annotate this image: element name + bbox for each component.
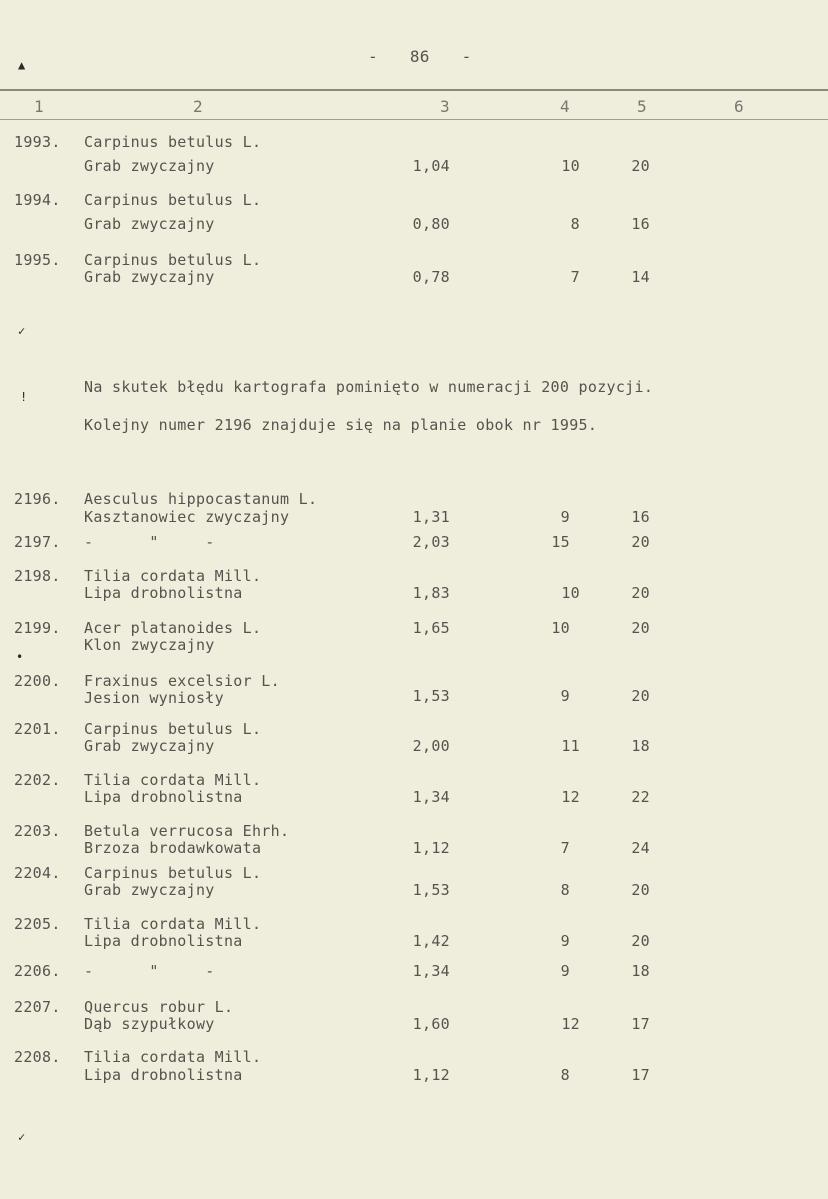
species-polish: Lipa drobnolistna: [84, 584, 243, 602]
stray-mark: ▲: [18, 58, 26, 72]
cell-col3: 1,31: [412, 508, 450, 526]
page-number: - 86 -: [368, 47, 472, 66]
row-number: 2203.: [14, 822, 61, 840]
species-polish: Jesion wyniosły: [84, 689, 224, 707]
species-latin: Quercus robur L.: [84, 998, 234, 1016]
cell-col4: 15: [551, 533, 570, 551]
cell-col3: 1,53: [412, 687, 450, 705]
species-latin: Tilia cordata Mill.: [84, 567, 262, 585]
cell-col5: 16: [631, 215, 650, 233]
cell-col3: 1,34: [412, 788, 450, 806]
cell-col4: 10: [551, 619, 570, 637]
row-number: 2199.: [14, 619, 61, 637]
cell-col3: 1,12: [412, 839, 450, 857]
cell-col3: 1,04: [412, 157, 450, 175]
species-polish: Grab zwyczajny: [84, 881, 215, 899]
cell-col5: 20: [631, 932, 650, 950]
cell-col5: 24: [631, 839, 650, 857]
header-rule-top: [0, 89, 828, 91]
species-latin: Tilia cordata Mill.: [84, 915, 262, 933]
column-header-3: 3: [440, 97, 450, 116]
species-latin: Carpinus betulus L.: [84, 191, 262, 209]
stray-mark: !: [20, 390, 28, 404]
column-header-5: 5: [637, 97, 647, 116]
species-latin: Aesculus hippocastanum L.: [84, 490, 318, 508]
species-latin: Carpinus betulus L.: [84, 251, 262, 269]
row-number: 2201.: [14, 720, 61, 738]
cell-col5: 16: [631, 508, 650, 526]
row-number: 2197.: [14, 533, 61, 551]
cell-col3: 2,03: [412, 533, 450, 551]
row-number: 2200.: [14, 672, 61, 690]
species-polish: Grab zwyczajny: [84, 268, 215, 286]
stray-mark: ✓: [18, 1130, 26, 1144]
cell-col4: 9: [560, 687, 570, 705]
cell-col5: 17: [631, 1066, 650, 1084]
cell-col5: 20: [631, 881, 650, 899]
row-number: 2206.: [14, 962, 61, 980]
species-latin: Acer platanoides L.: [84, 619, 262, 637]
species-polish: Grab zwyczajny: [84, 215, 215, 233]
species-latin: Carpinus betulus L.: [84, 864, 262, 882]
species-polish: Dąb szypułkowy: [84, 1015, 215, 1033]
cell-col5: 18: [631, 737, 650, 755]
row-number: 2198.: [14, 567, 61, 585]
cell-col5: 20: [631, 584, 650, 602]
row-number: 1993.: [14, 133, 61, 151]
cell-col4: 9: [560, 932, 570, 950]
cell-col3: 1,65: [412, 619, 450, 637]
species-latin: Tilia cordata Mill.: [84, 771, 262, 789]
cell-col3: 1,34: [412, 962, 450, 980]
species-polish: Grab zwyczajny: [84, 737, 215, 755]
cell-col4: 11: [561, 737, 580, 755]
cell-col5: 14: [631, 268, 650, 286]
cell-col3: 1,53: [412, 881, 450, 899]
cell-col4: 7: [560, 839, 570, 857]
species-polish: Klon zwyczajny: [84, 636, 215, 654]
row-number: 2205.: [14, 915, 61, 933]
row-number: 1995.: [14, 251, 61, 269]
species-polish: Lipa drobnolistna: [84, 1066, 243, 1084]
species-latin: Carpinus betulus L.: [84, 720, 262, 738]
column-header-1: 1: [34, 97, 44, 116]
cell-col5: 20: [631, 687, 650, 705]
row-number: 2208.: [14, 1048, 61, 1066]
cell-col4: 12: [561, 788, 580, 806]
cell-col4: 9: [560, 508, 570, 526]
species-latin: Tilia cordata Mill.: [84, 1048, 262, 1066]
stray-mark: ✓: [18, 324, 26, 338]
cell-col3: 2,00: [412, 737, 450, 755]
cell-col3: 0,78: [412, 268, 450, 286]
cell-col5: 20: [631, 533, 650, 551]
species-polish: Lipa drobnolistna: [84, 788, 243, 806]
stray-mark: •: [16, 650, 24, 664]
cell-col4: 12: [561, 1015, 580, 1033]
cell-col4: 8: [570, 215, 580, 233]
note-line-2: Kolejny numer 2196 znajduje się na planie obok nr 1995.: [84, 416, 598, 434]
cell-col3: 0,80: [412, 215, 450, 233]
cell-col3: 1,12: [412, 1066, 450, 1084]
row-number: 2202.: [14, 771, 61, 789]
species-latin: - " -: [84, 533, 215, 551]
cell-col4: 8: [560, 881, 570, 899]
row-number: 2207.: [14, 998, 61, 1016]
species-polish: Lipa drobnolistna: [84, 932, 243, 950]
row-number: 2196.: [14, 490, 61, 508]
species-latin: Carpinus betulus L.: [84, 133, 262, 151]
species-polish: Kasztanowiec zwyczajny: [84, 508, 290, 526]
cell-col3: 1,42: [412, 932, 450, 950]
cell-col3: 1,83: [412, 584, 450, 602]
cell-col5: 20: [631, 157, 650, 175]
species-latin: Fraxinus excelsior L.: [84, 672, 280, 690]
row-number: 2204.: [14, 864, 61, 882]
row-number: 1994.: [14, 191, 61, 209]
cell-col5: 22: [631, 788, 650, 806]
species-latin: - " -: [84, 962, 215, 980]
species-polish: Brzoza brodawkowata: [84, 839, 262, 857]
cell-col4: 7: [570, 268, 580, 286]
cell-col4: 8: [560, 1066, 570, 1084]
header-rule-bottom: [0, 119, 828, 120]
cell-col3: 1,60: [412, 1015, 450, 1033]
species-polish: Grab zwyczajny: [84, 157, 215, 175]
cell-col4: 10: [561, 584, 580, 602]
column-header-6: 6: [734, 97, 744, 116]
cell-col4: 9: [560, 962, 570, 980]
cell-col5: 17: [631, 1015, 650, 1033]
cell-col5: 20: [631, 619, 650, 637]
note-line-1: Na skutek błędu kartografa pominięto w numeracji 200 pozycji.: [84, 378, 654, 396]
species-latin: Betula verrucosa Ehrh.: [84, 822, 290, 840]
cell-col5: 18: [631, 962, 650, 980]
column-header-2: 2: [193, 97, 203, 116]
column-header-4: 4: [560, 97, 570, 116]
cell-col4: 10: [561, 157, 580, 175]
